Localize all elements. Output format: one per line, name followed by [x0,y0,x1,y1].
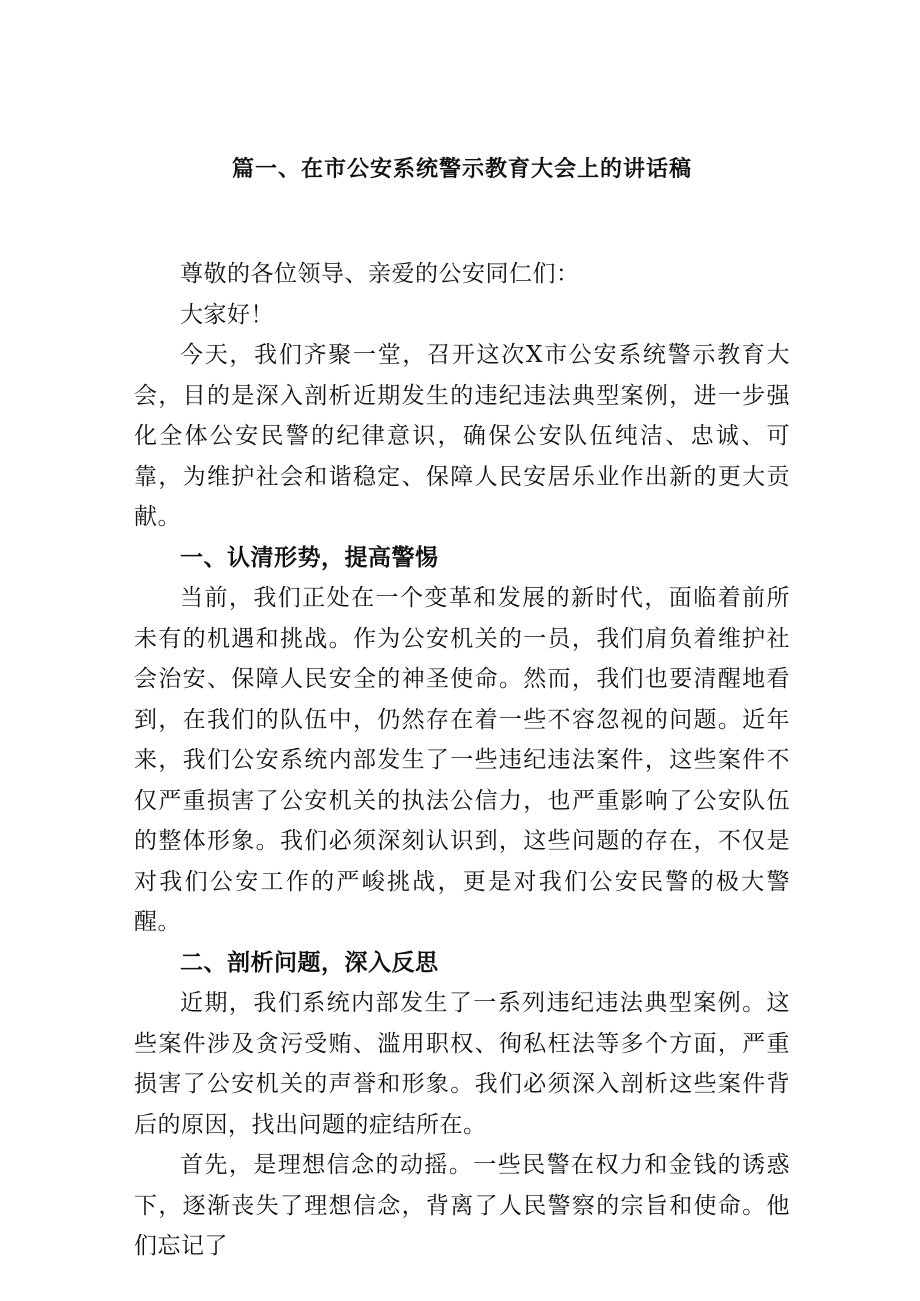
greeting: 大家好！ [180,301,274,328]
section-1-heading: 一、认清形势，提高警惕 [180,543,439,571]
document-title: 篇一、在市公安系统警示教育大会上的讲话稿 [231,156,692,182]
intro-paragraph: 今天，我们齐聚一堂，召开这次X市公安系统警示教育大会，目的是深入剖析近期发生的违纪违法典型案例，进一步强化全体公安民警的纪律意识，确保公安队伍纯洁、忠诚、可靠，为维护社会和谐稳定、保障人民安居乐业作出新的更大贡献。 [134,342,790,530]
section-1-paragraph: 当前，我们正处在一个变革和发展的新时代，面临着前所未有的机遇和挑战。作为公安机关的一员，我们肩负着维护社会治安、保障人民安全的神圣使命。然而，我们也要清醒地看到，在我们的队伍中，仍然存在着一些不容忽视的问题。近年来，我们公安系统内部发生了一些违纪违法案件，这些案件不仅严重损害了公安机关的执法公信力，也严重影响了公安队伍的整体形象。我们必须深刻认识到，这些问题的存在，不仅是对我们公安工作的严峻挑战，更是对我们公安民警的极大警醒。 [134,585,790,935]
salutation: 尊敬的各位领导、亲爱的公安同仁们： [180,261,580,287]
section-2-paragraph-2: 首先，是理想信念的动摇。一些民警在权力和金钱的诱惑下，逐渐丧失了理想信念，背离了人民警察的宗旨和使命。他们忘记了 [134,1152,790,1259]
section-2-heading: 二、剖析问题，深入反思 [180,948,439,976]
section-2-paragraph: 近期，我们系统内部发生了一系列违纪违法典型案例。这些案件涉及贪污受贿、滥用职权、徇私枉法等多个方面，严重损害了公安机关的声誉和形象。我们必须深入剖析这些案件背后的原因，找出问题的症结所在。 [134,990,790,1138]
